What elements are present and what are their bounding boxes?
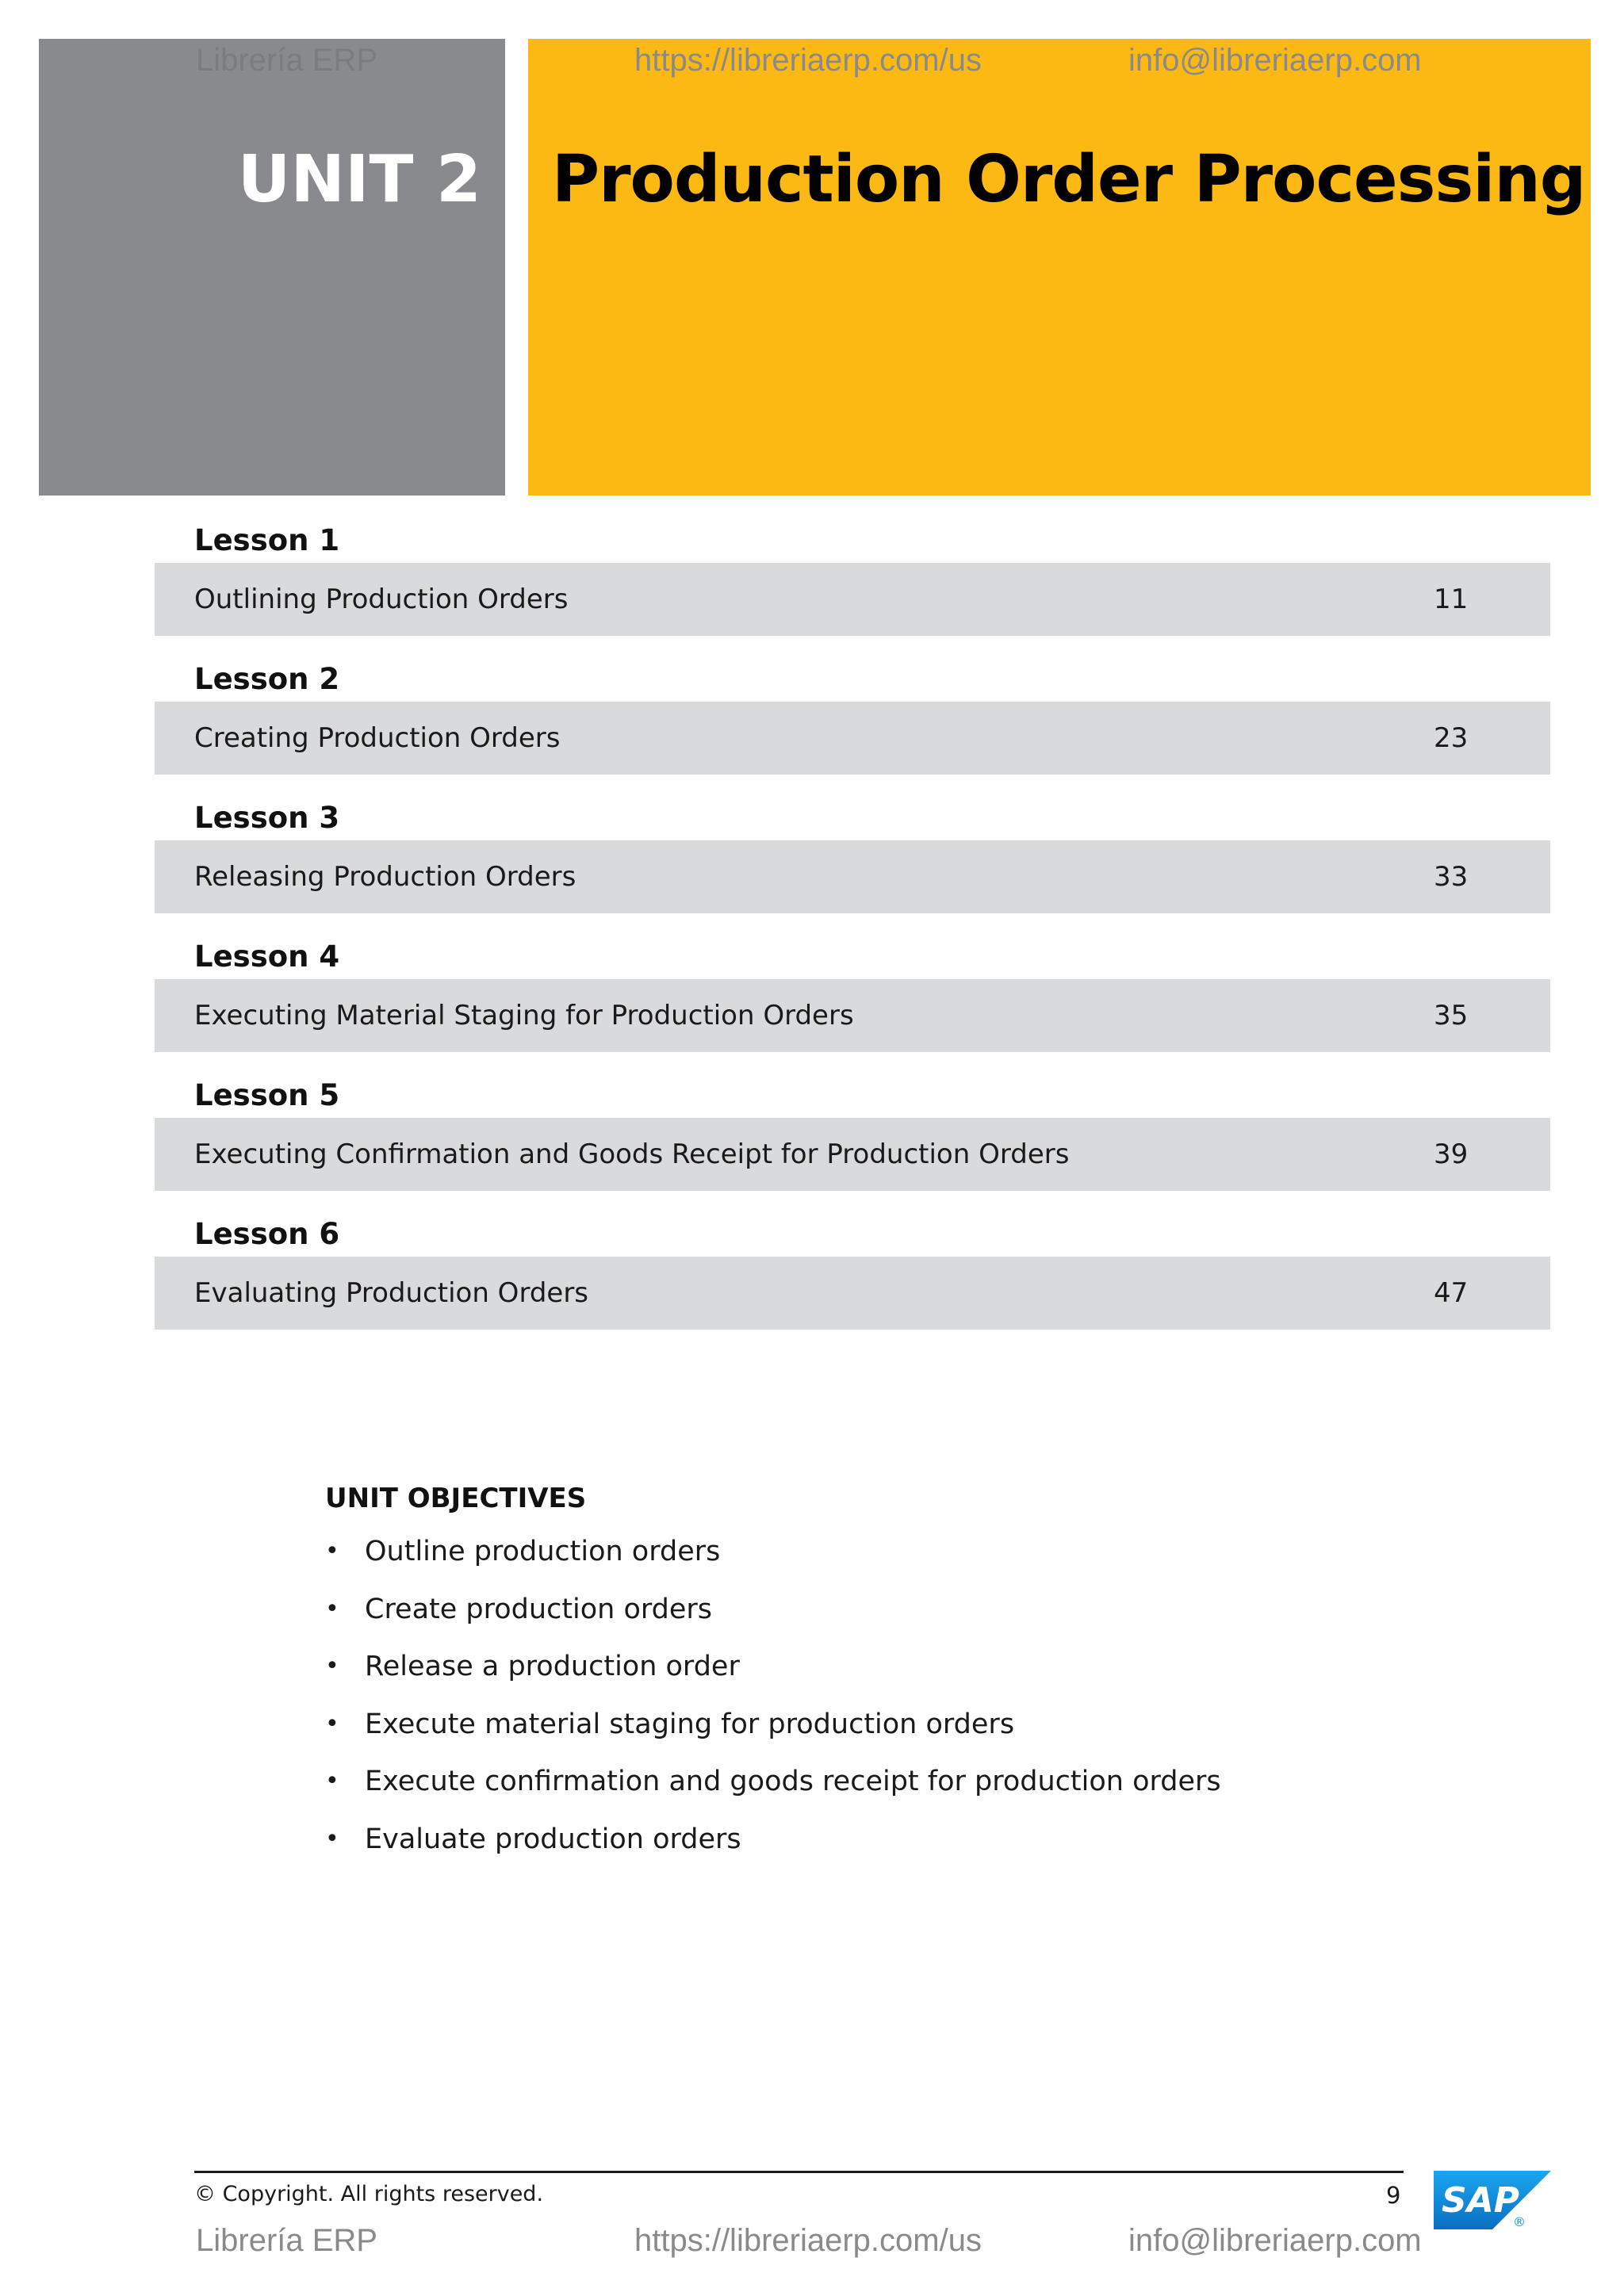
objective-text: Evaluate production orders — [365, 1823, 741, 1855]
sap-logo-text: SAP — [1442, 2180, 1519, 2221]
footer-divider — [194, 2171, 1404, 2173]
objective-item — [325, 1650, 1221, 1708]
lesson-row[interactable] — [155, 840, 1550, 913]
watermark-email-bottom: info@libreriaerp.com — [1128, 2223, 1422, 2258]
copyright-notice: © Copyright. All rights reserved. — [194, 2182, 544, 2206]
watermark-email-top: info@libreriaerp.com — [1128, 43, 1422, 78]
lesson-page-number: 39 — [1434, 1138, 1469, 1170]
bullet-icon: • — [325, 1652, 339, 1680]
bullet-icon: • — [325, 1537, 339, 1565]
lesson-row[interactable] — [155, 1257, 1550, 1330]
bullet-icon: • — [325, 1594, 339, 1623]
lesson-title: Evaluating Production Orders — [194, 1277, 589, 1309]
lesson-title: Outlining Production Orders — [194, 584, 569, 615]
lesson-title: Releasing Production Orders — [194, 861, 576, 893]
lesson-page-number: 23 — [1434, 722, 1469, 754]
lesson-title: Executing Confirmation and Goods Receipt for Production Orders — [194, 1138, 1070, 1170]
bullet-icon: • — [325, 1767, 339, 1795]
objective-item — [325, 1535, 1221, 1593]
objective-text: Execute material staging for production orders — [365, 1708, 1015, 1740]
lesson-heading: Lesson 6 — [194, 1217, 340, 1251]
watermark-url-bottom: https://libreriaerp.com/us — [634, 2223, 982, 2258]
lesson-title: Executing Material Staging for Production Orders — [194, 1000, 854, 1031]
lesson-row[interactable] — [155, 979, 1550, 1052]
lesson-row[interactable] — [155, 702, 1550, 775]
unit-title-panel — [528, 39, 1591, 496]
objective-text: Release a production order — [365, 1651, 740, 1682]
objective-text: Outline production orders — [365, 1536, 721, 1567]
lesson-page-number: 47 — [1434, 1277, 1469, 1309]
sap-logo — [1434, 2171, 1551, 2229]
bullet-icon: • — [325, 1824, 339, 1853]
objective-item — [325, 1765, 1221, 1823]
objective-item — [325, 1593, 1221, 1651]
lesson-page-number: 35 — [1434, 1000, 1469, 1031]
watermark-brand-top: Librería ERP — [196, 43, 377, 78]
unit-number: UNIT 2 — [237, 142, 481, 217]
objective-item — [325, 1708, 1221, 1766]
lesson-row[interactable] — [155, 1118, 1550, 1191]
objectives-heading: UNIT OBJECTIVES — [325, 1483, 587, 1514]
objective-text: Create production orders — [365, 1593, 713, 1625]
svg-text:®: ® — [1513, 2214, 1526, 2229]
lesson-heading: Lesson 5 — [194, 1078, 340, 1112]
lesson-heading: Lesson 3 — [194, 801, 340, 835]
objective-item — [325, 1823, 1221, 1881]
watermark-url-top: https://libreriaerp.com/us — [634, 43, 982, 78]
unit-title: Production Order Processing — [552, 142, 1586, 217]
objectives-list — [325, 1535, 1221, 1880]
lesson-heading: Lesson 2 — [194, 662, 340, 696]
lesson-page-number: 33 — [1434, 861, 1469, 893]
page-number: 9 — [1386, 2182, 1401, 2209]
lesson-page-number: 11 — [1434, 584, 1469, 615]
bullet-icon: • — [325, 1709, 339, 1738]
lesson-heading: Lesson 1 — [194, 523, 340, 557]
lesson-row[interactable] — [155, 563, 1550, 636]
lesson-title: Creating Production Orders — [194, 722, 561, 754]
objective-text: Execute confirmation and goods receipt for production orders — [365, 1766, 1221, 1797]
lesson-heading: Lesson 4 — [194, 939, 340, 974]
unit-number-panel — [39, 39, 505, 496]
watermark-brand-bottom: Librería ERP — [196, 2223, 377, 2258]
